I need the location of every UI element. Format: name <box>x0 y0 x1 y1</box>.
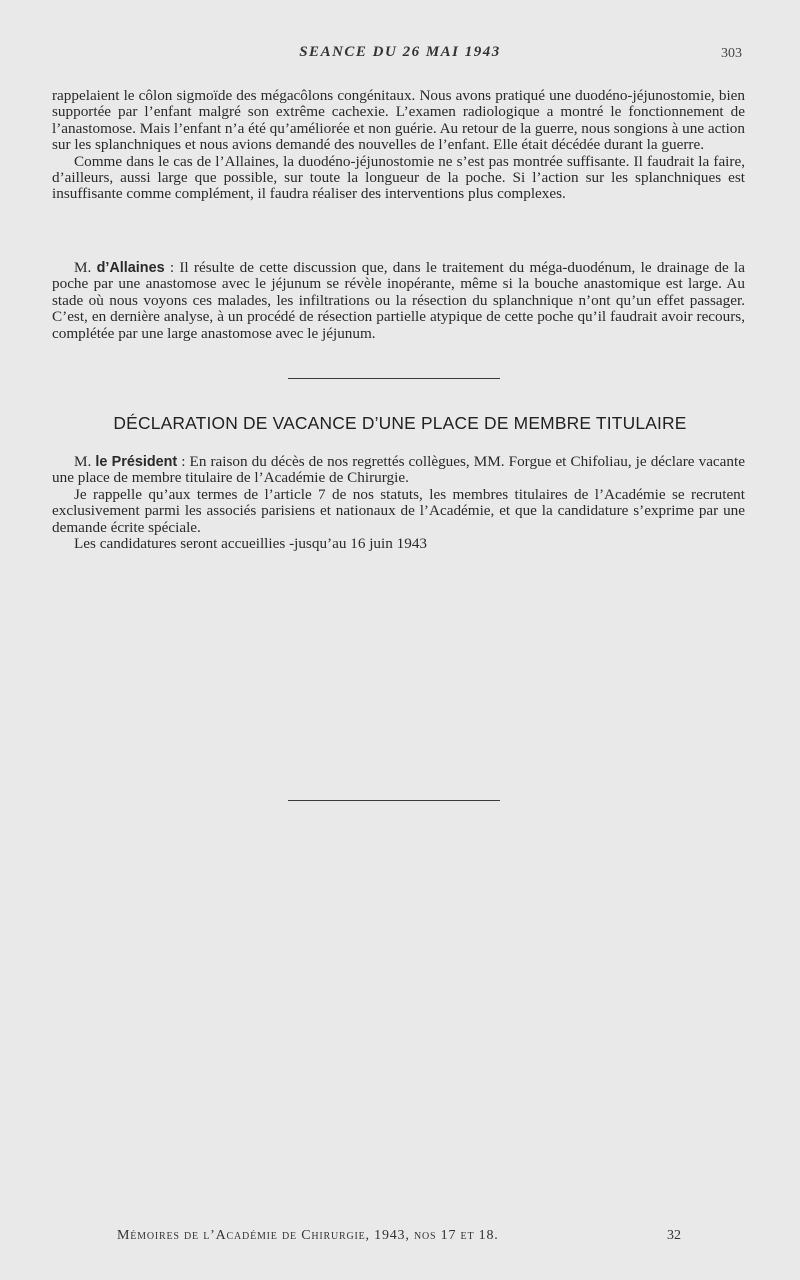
speaker-prefix: M. <box>74 259 97 276</box>
allaines-remarks <box>52 260 745 342</box>
page-footer <box>0 1228 800 1248</box>
running-head <box>0 44 800 68</box>
speaker-name: d’Allaines <box>96 260 165 276</box>
paragraph-statutes: Je rappelle qu’aux termes de l’article 7 de nos statuts, les membres titulaires de l’Académie se recrutent exclusivement parmi les associés parisiens et nationaux de l’Académie, et que la candidature s’exprime par une demande écrite spéciale. <box>52 485 745 536</box>
footer-journal: Mémoires de l’Académie de Chirurgie, 1943, nos 17 et 18. <box>117 1228 499 1243</box>
running-title: SEANCE DU 26 MAI 1943 <box>299 44 501 60</box>
section-divider <box>288 378 500 379</box>
paragraph-allaines-case: Comme dans le cas de l’Allaines, la duodéno-jéjunostomie ne s’est pas montrée suffisante. Il faudrait la faire, d’ailleurs, aussi large que possible, sur toute la longueur de la poche. Si l’action sur les splanchniques est insuffisante comme complément, il faudra réaliser des interventions plus complexes. <box>52 152 745 203</box>
speaker-name: le Président <box>95 454 178 470</box>
paragraph-continuation: rappelaient le côlon sigmoïde des mégacôlons congénitaux. Nous avons pratiqué une duodéno-jéjunostomie, bien supportée par l’enfant malgré son extrême cachexie. L’examen radiologique a montré le fonctionnement de l’anastomose. Mais l’enfant n’a été qu’améliorée et non guérie. Au retour de la guerre, nous songions à une action sur les splanchniques et nous avions demandé des nouvelles de l’enfant. Elle était décédée durant la guerre. <box>52 87 745 154</box>
speaker-prefix: M. <box>74 453 96 470</box>
footer-sheet-number: 32 <box>667 1228 681 1243</box>
paragraph-candidatures: Les candidatures seront accueillies -jusqu’au 16 juin 1943 <box>74 535 428 553</box>
paragraph-allaines <box>52 260 745 342</box>
page-number: 303 <box>721 46 742 61</box>
section-heading: DÉCLARATION DE VACANCE D’UNE PLACE DE MEMBRE TITULAIRE <box>113 413 687 433</box>
president-text: : En raison du décès de nos regrettés collègues, MM. Forgue et Chifoliau, je déclare vacante une place de membre titulaire de l’Académie de Chirurgie. <box>52 453 745 487</box>
allaines-text: : Il résulte de cette discussion que, dans le traitement du méga-duodénum, le drainage de la poche par une anastomose avec le jéjunum se révèle inopérante, même si la bouche anastomique est large. Au stade où nous voyons ces malades, les infiltrations ou la résection du splanchnique n’ont qu’un effet passager. C’est, en dernière analyse, à un procédé de résection partielle atypique de cette poche qu’il faudrait avoir recours, complétée par une large anastomose avec le jéjunum. <box>52 259 746 342</box>
end-divider <box>288 800 500 801</box>
declaration-text <box>52 454 745 552</box>
continuation-text <box>52 88 745 203</box>
paragraph-president <box>52 454 745 487</box>
